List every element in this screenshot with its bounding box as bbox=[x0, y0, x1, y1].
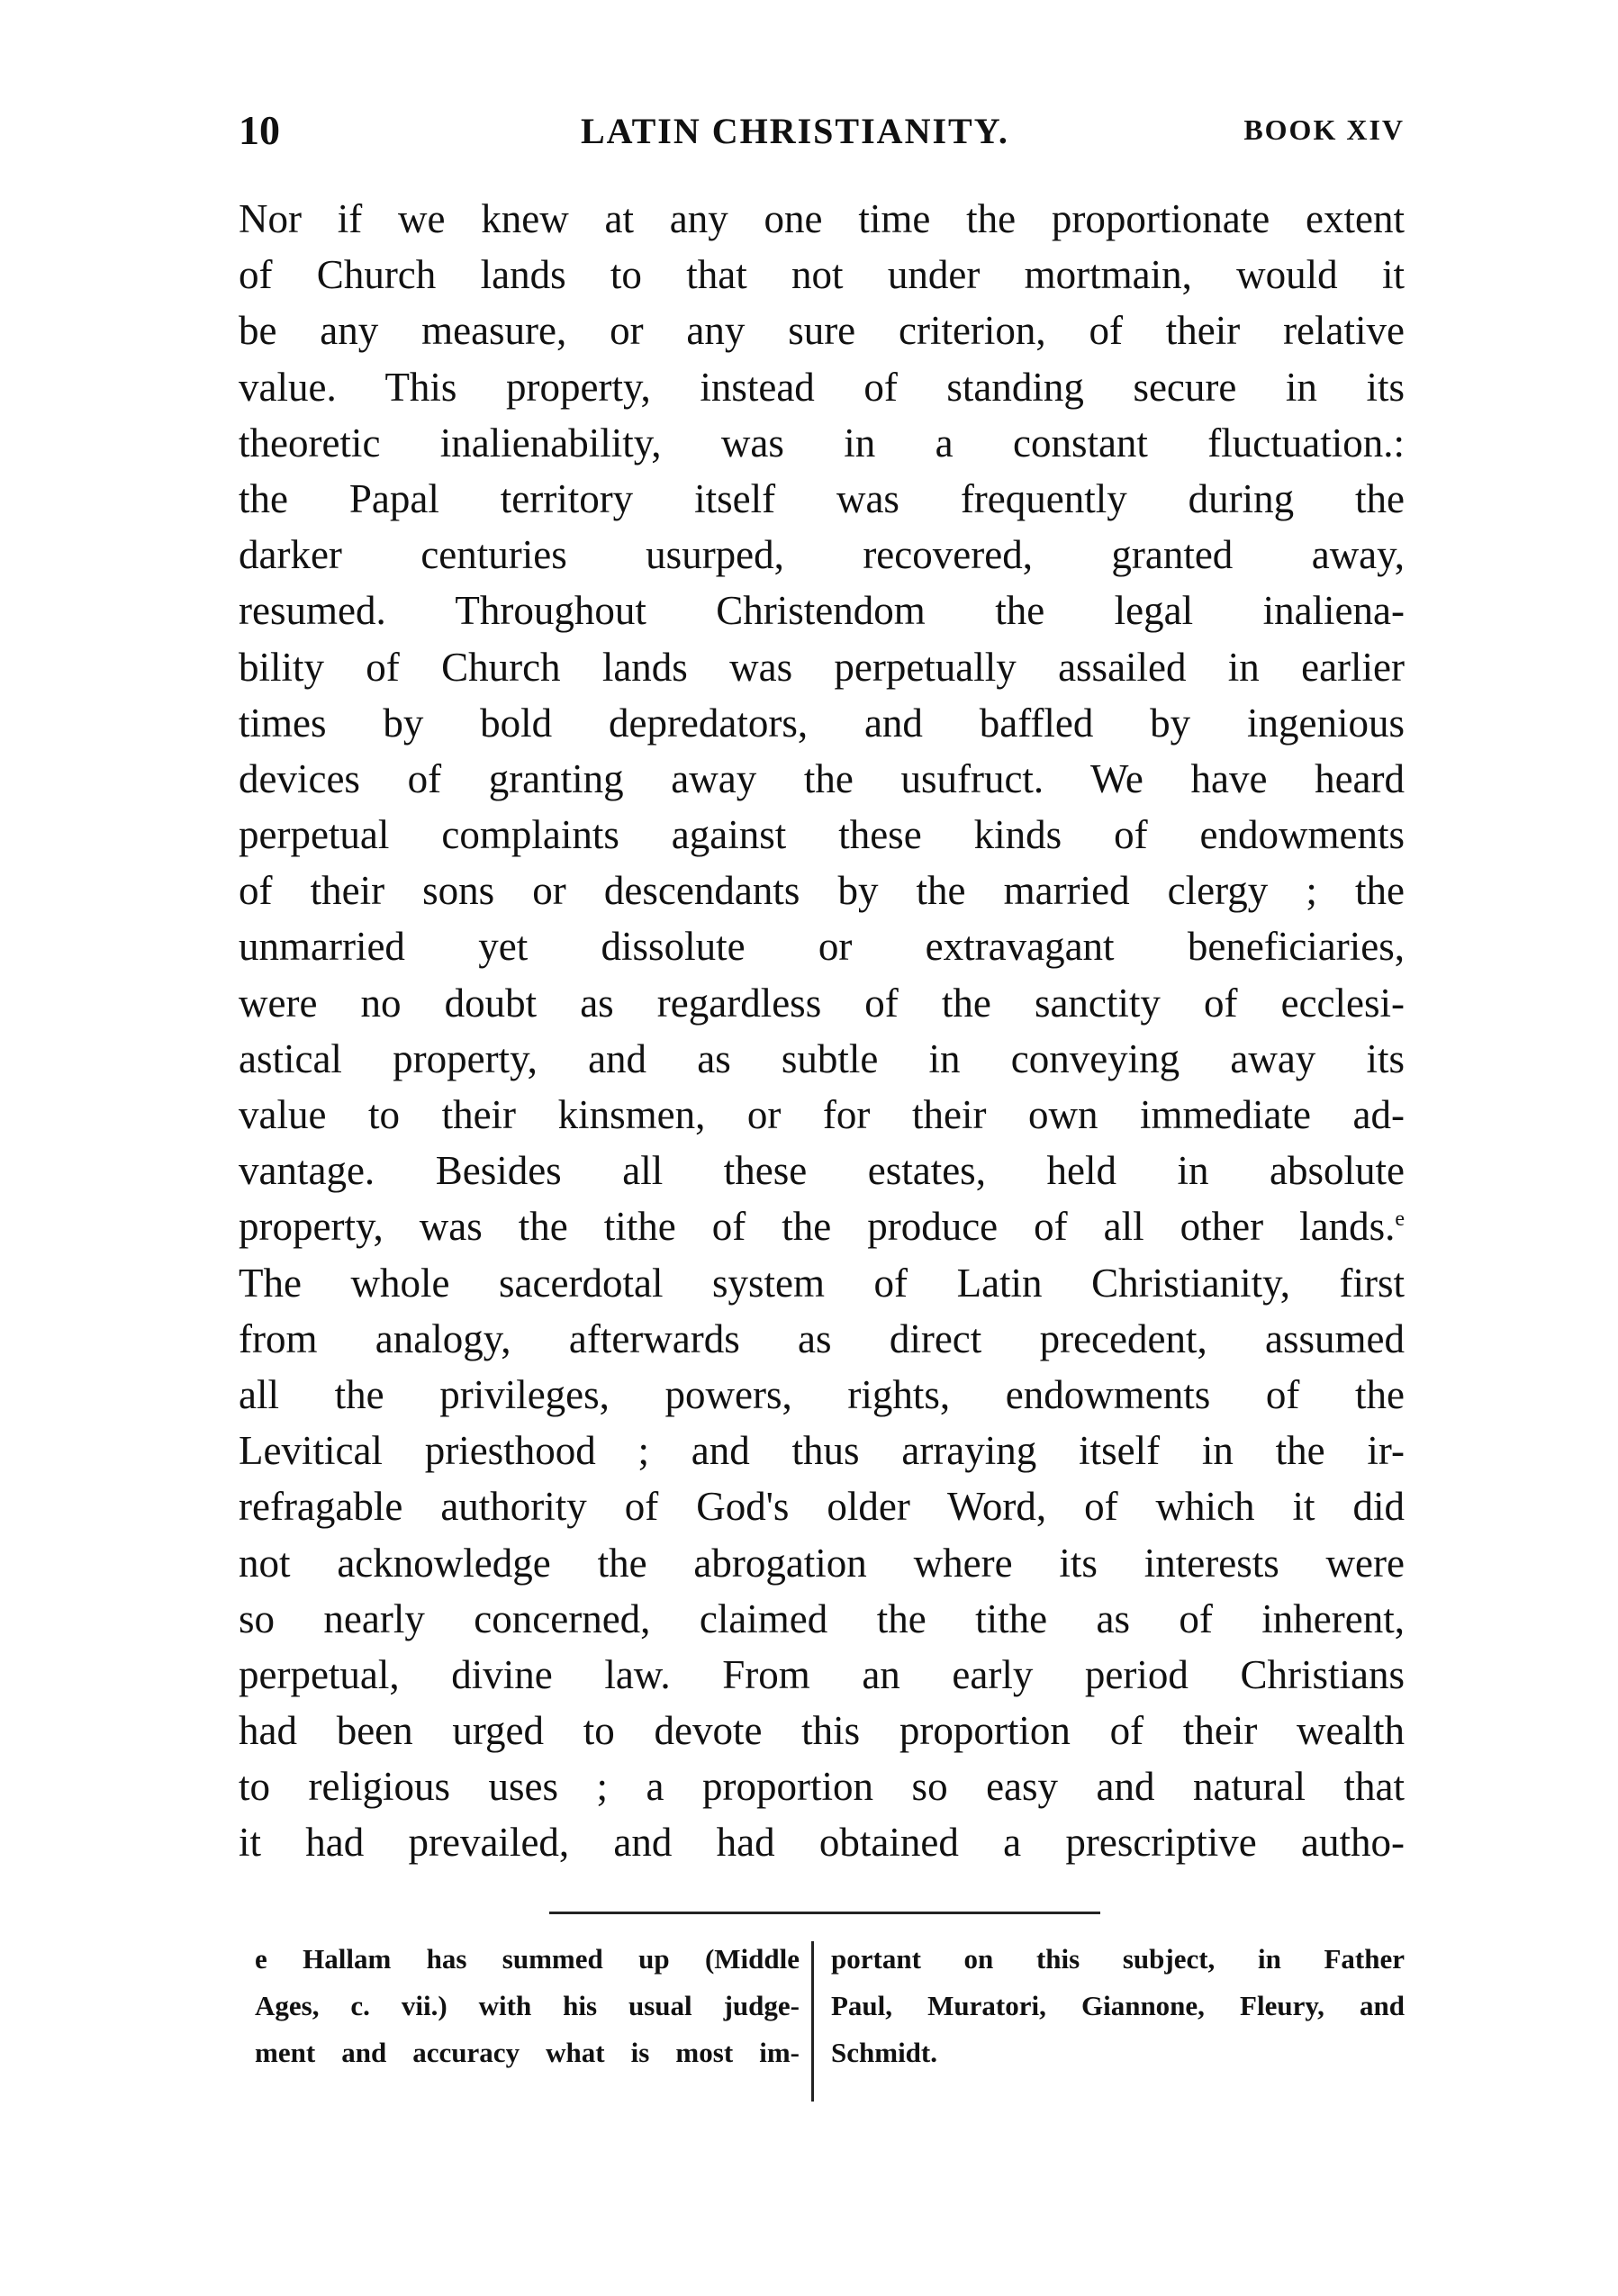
footnote-line: Paul, Muratori, Giannone, Fleury, and bbox=[831, 1990, 1405, 2021]
body-line: The whole sacerdotal system of Latin Christianity, first bbox=[239, 1260, 1405, 1306]
body-line: the Papal territory itself was frequently during the bbox=[239, 475, 1405, 521]
body-line: of their sons or descendants by the married clergy ; the bbox=[239, 868, 1405, 914]
body-line: from analogy, afterwards as direct precedent, assumed bbox=[239, 1315, 1405, 1361]
footnote-line: Ages, c. vii.) with his usual judge- bbox=[255, 1990, 800, 2021]
body-line: value to their kinsmen, or for their own immediate ad- bbox=[239, 1092, 1405, 1137]
body-line: times by bold depredators, and baffled by ingenious bbox=[239, 700, 1405, 746]
body-line: vantage. Besides all these estates, held in absolute bbox=[239, 1148, 1405, 1194]
body-line-with-footnote-ref bbox=[239, 1198, 1405, 1254]
body-line: so nearly concerned, claimed the tithe as of inherent, bbox=[239, 1595, 1405, 1641]
body-line: had been urged to devote this proportion of their wealth bbox=[239, 1708, 1405, 1754]
body-line: refragable authority of God's older Word, of which it did bbox=[239, 1484, 1405, 1530]
page-number: 10 bbox=[239, 107, 280, 153]
body-line: perpetual, divine law. From an early period Christians bbox=[239, 1651, 1405, 1697]
body-line: unmarried yet dissolute or extravagant beneficiaries, bbox=[239, 924, 1405, 970]
body-line: devices of granting away the usufruct. We have heard bbox=[239, 755, 1405, 801]
body-line: of Church lands to that not under mortmain, would it bbox=[239, 252, 1405, 298]
body-line: bility of Church lands was perpetually assailed in earlier bbox=[239, 644, 1405, 690]
footnote-column-left bbox=[255, 1936, 800, 2076]
body-line: darker centuries usurped, recovered, granted away, bbox=[239, 532, 1405, 578]
footnote-line: Schmidt. bbox=[831, 2037, 937, 2068]
footnote-column-divider bbox=[811, 1941, 814, 2102]
footnote-line: ment and accuracy what is most im- bbox=[255, 2037, 800, 2068]
body-line: be any measure, or any sure criterion, of their relative bbox=[239, 308, 1405, 354]
body-line: Nor if we knew at any one time the proportionate extent bbox=[239, 196, 1405, 241]
body-line: Levitical priesthood ; and thus arraying itself in the ir- bbox=[239, 1428, 1405, 1474]
footnote bbox=[255, 1936, 1405, 2107]
body-line: resumed. Throughout Christendom the legal inaliena- bbox=[239, 588, 1405, 634]
body-line: perpetual complaints against these kinds of endowments bbox=[239, 812, 1405, 858]
body-text bbox=[239, 191, 1405, 1871]
body-line: all the privileges, powers, rights, endowments of the bbox=[239, 1371, 1405, 1417]
footnote-column-right bbox=[831, 1936, 1405, 2076]
footnote-line: portant on this subject, in Father bbox=[831, 1943, 1405, 1975]
running-header bbox=[239, 106, 1405, 160]
running-title: LATIN CHRISTIANITY. bbox=[581, 111, 1009, 151]
body-line: astical property, and as subtle in conveying away its bbox=[239, 1035, 1405, 1081]
footnote-reference: e bbox=[1395, 1207, 1405, 1232]
body-line: to religious uses ; a proportion so easy and natural that bbox=[239, 1764, 1405, 1810]
body-line: it had prevailed, and had obtained a prescriptive autho- bbox=[239, 1820, 1405, 1866]
body-line: theoretic inalienability, was in a constant fluctuation.: bbox=[239, 420, 1405, 466]
book-label: BOOK XIV bbox=[1243, 113, 1405, 146]
footnote-line: e Hallam has summed up (Middle bbox=[255, 1943, 800, 1975]
body-line-text: property, was the tithe of the produce of all other lands. bbox=[239, 1204, 1396, 1250]
body-line: were no doubt as regardless of the sanctity of ecclesi- bbox=[239, 980, 1405, 1026]
footnote-separator-rule bbox=[549, 1912, 1100, 1914]
body-line: not acknowledge the abrogation where its interests were bbox=[239, 1540, 1405, 1586]
body-line: value. This property, instead of standing secure in its bbox=[239, 364, 1405, 410]
